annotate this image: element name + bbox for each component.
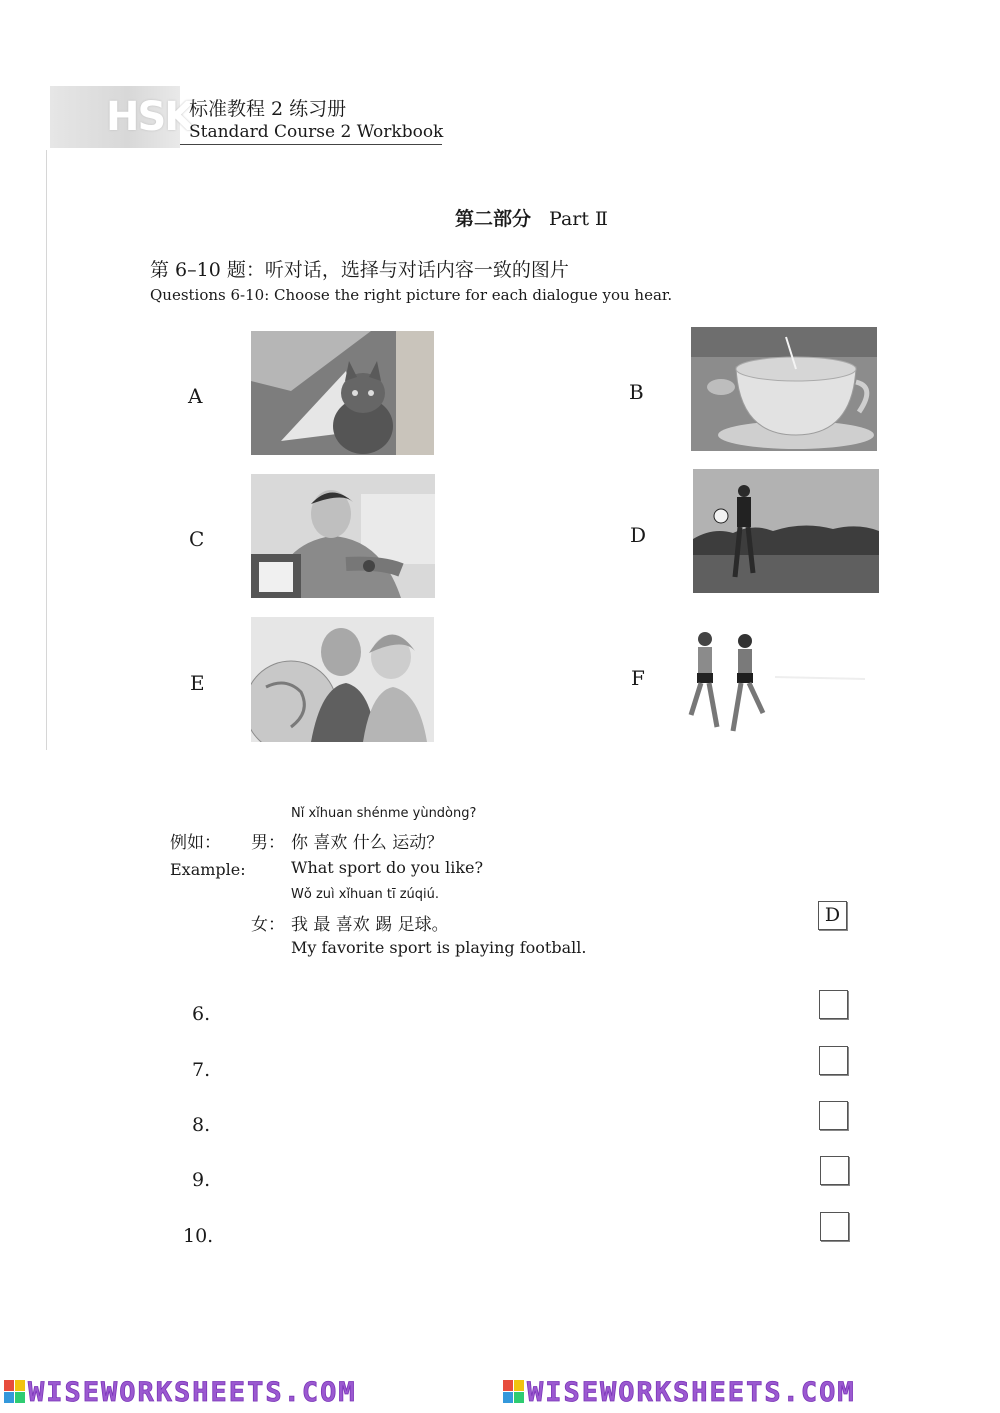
runners-icon bbox=[685, 627, 875, 737]
example-male-cn: 你 喜欢 什么 运动？ bbox=[291, 833, 444, 853]
man-watch-icon bbox=[251, 474, 435, 598]
question-number-10: 10. bbox=[183, 1225, 214, 1247]
picture-b-tea[interactable] bbox=[691, 327, 877, 451]
picture-e-globe[interactable] bbox=[251, 617, 434, 742]
example-male-en: What sport do you like? bbox=[291, 858, 484, 877]
example-label-en: Example: bbox=[170, 860, 246, 879]
picture-f-runners[interactable] bbox=[685, 627, 875, 737]
footer-watermark bbox=[0, 1374, 1000, 1413]
football-player-icon bbox=[693, 469, 879, 593]
example-male-pinyin: Nǐ xǐhuan shénme yùndòng? bbox=[291, 806, 477, 821]
option-letter-d: D bbox=[630, 523, 647, 547]
example-female-speaker: 女： bbox=[251, 915, 285, 935]
picture-c-man-watch[interactable] bbox=[251, 474, 435, 598]
section-title bbox=[455, 204, 608, 231]
cat-picture-icon bbox=[251, 331, 434, 455]
scan-margin-line bbox=[46, 150, 47, 750]
option-letter-a: A bbox=[188, 384, 203, 408]
picture-a-cat[interactable] bbox=[251, 331, 434, 455]
example-male-speaker: 男： bbox=[251, 833, 285, 853]
example-female-en: My favorite sport is playing football. bbox=[291, 938, 587, 957]
hsk-logo-text: HSK bbox=[106, 94, 194, 140]
picture-d-football[interactable] bbox=[693, 469, 879, 593]
question-number-6: 6. bbox=[192, 1003, 211, 1025]
watermark-text-1: WISEWORKSHEETS.COM bbox=[28, 1377, 357, 1408]
example-label-cn: 例如： bbox=[170, 833, 221, 853]
watermark-text-2: WISEWORKSHEETS.COM bbox=[527, 1377, 856, 1408]
wiseworksheets-logo-icon bbox=[4, 1380, 26, 1404]
answer-box-7[interactable] bbox=[819, 1046, 848, 1075]
hsk-logo bbox=[50, 86, 194, 148]
question-number-8: 8. bbox=[192, 1114, 211, 1136]
option-letter-b: B bbox=[629, 380, 644, 404]
section-title-en: Part Ⅱ bbox=[549, 208, 608, 230]
watermark-logo-badge-1 bbox=[4, 1380, 26, 1408]
answer-box-8[interactable] bbox=[819, 1101, 848, 1130]
couple-globe-icon bbox=[251, 617, 434, 742]
option-letter-f: F bbox=[631, 666, 645, 690]
section-title-cn: 第二部分 bbox=[455, 208, 532, 230]
watermark-logo-badge-2 bbox=[503, 1380, 525, 1408]
example-female-pinyin: Wǒ zuì xǐhuan tī zúqiú. bbox=[291, 887, 440, 902]
tea-cup-icon bbox=[691, 327, 877, 451]
option-letter-e: E bbox=[190, 671, 205, 695]
question-number-7: 7. bbox=[192, 1059, 211, 1081]
answer-box-9[interactable] bbox=[820, 1156, 849, 1185]
option-letter-c: C bbox=[189, 527, 205, 551]
answer-box-10[interactable] bbox=[820, 1212, 849, 1241]
workbook-title-cn: 标准教程 2 练习册 bbox=[189, 98, 347, 120]
instructions-cn: 第 6–10 题：听对话，选择与对话内容一致的图片 bbox=[150, 259, 569, 281]
example-female-cn: 我 最 喜欢 踢 足球。 bbox=[291, 915, 449, 935]
question-number-9: 9. bbox=[192, 1169, 211, 1191]
example-answer-box: D bbox=[818, 901, 847, 930]
instructions-en: Questions 6-10: Choose the right picture for each dialogue you hear. bbox=[150, 286, 673, 304]
answer-box-6[interactable] bbox=[819, 990, 848, 1019]
workbook-title-en: Standard Course 2 Workbook bbox=[189, 122, 444, 142]
wiseworksheets-logo-icon bbox=[503, 1380, 525, 1404]
header-divider bbox=[180, 144, 442, 145]
